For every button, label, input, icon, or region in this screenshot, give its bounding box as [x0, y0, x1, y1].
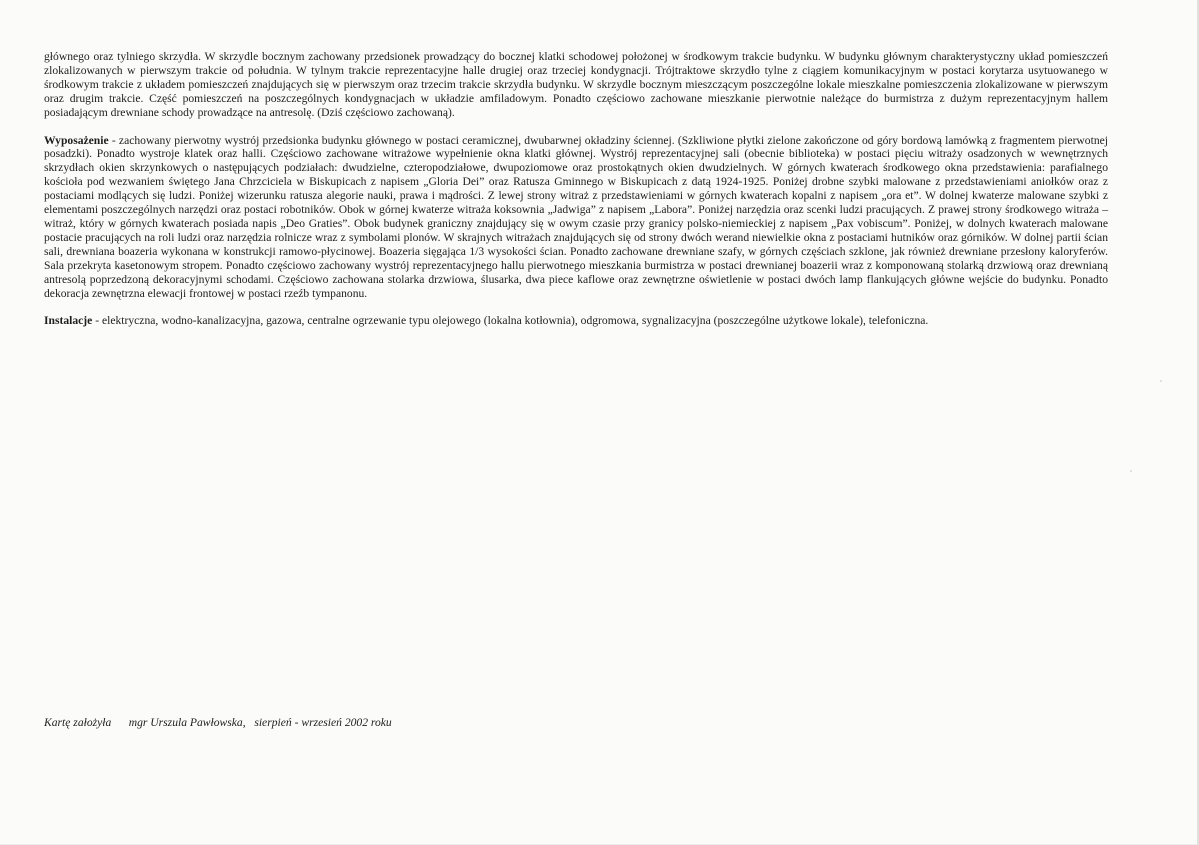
footer-author: mgr Urszula Pawłowska, [128, 716, 246, 729]
footer-date: sierpień - wrzesień 2002 roku [254, 716, 392, 729]
paragraph-layout-text: głównego oraz tylniego skrzydła. W skrzydle bocznym zachowany przedsionek prowadzący do bocznej klatki schodowej położonej w środkowym trakcie budynku. W budynku głównym charakterystyczny układ pomieszczeń zlokalizowanych w pierwszym trakcie od południa. W tylnym trakcie reprezentacyjne halle drugiej oraz trzeciej kondygnacji. Trójtraktowe skrzydło tylne z ciągiem komunikacyjnym w postaci korytarza usytuowanego w środkowym trakcie z układem pomieszczeń znajdujących się w pierwszym oraz trzecim trakcie skrzydła budynku. W skrzydle bocznym mieszczącym poszczególne lokale mieszkalne pomieszczenia zlokalizowane w pierwszym oraz drugim trakcie. Część pomieszczeń na poszczególnych kondygnacjach w układzie amfiladowym. Ponadto częściowo zachowane mieszkanie pierwotnie należące do burmistrza z dużym reprezentacyjnym hallem posiadającym drewniane schody prowadzące na antresolę. (Dziś częściowo zachowaną). [44, 50, 1108, 119]
paragraph-equipment [44, 134, 1108, 301]
paragraph-layout [44, 50, 1108, 120]
document-footer [44, 716, 392, 729]
installations-heading: Instalacje [44, 314, 93, 328]
equipment-heading: Wyposażenie [44, 133, 109, 147]
document-body [44, 50, 1108, 342]
equipment-text: - zachowany pierwotny wystrój przedsionka budynku głównego w postaci ceramicznej, dwubarwnej okładziny ściennej. (Szkliwione płytki zielone zakończone od góry bordową lamówką z fragmentem pierwotnej posadzki). Ponadto wystroje klatek oraz halli. Częściowo zachowane witrażowe wypełnienie okna klatki głównej. Wystrój reprezentacyjnej sali (obecnie biblioteka) w postaci pięciu witraży osadzonych w wewnętrznych skrzydłach okien skrzynkowych o następujących podziałach: dwudzielne, czteropodziałowe, dwupoziomowe oraz prostokątnych okien dwudzielnych. W górnych kwaterach środkowego okna przedstawienia: parafialnego kościoła pod wezwaniem świętego Jana Chrzciciela w Biskupicach z napisem „Gloria Dei” oraz Ratusza Gminnego w Biskupicach z datą 1924-1925. Poniżej drobne szybki malowane z przedstawieniami aniołków oraz z postaciami modlących się ludzi. Poniżej wizerunku ratusza alegorie nauki, prawa i mądrości. Z lewej strony witraż z przedstawieniami w górnych kwaterach kopalni z napisem „ora et”. W dolnej kwaterze malowane szybki z elementami poszczególnych narzędzi oraz postaci robotników. Obok w górnej kwaterze witraża koksownia „Jadwiga” z napisem „Labora”. Poniżej narzędzia oraz scenki ludzi pracujących. Z prawej strony środkowego witraża – witraż, który w górnych kwaterach posiada napis „Deo Graties”. Obok budynek graniczny znajdujący się w owym czasie przy granicy polsko-niemieckiej z napisem „Pax vobiscum”. Poniżej, w dolnych kwaterach malowane postacie pracujących na roli ludzi oraz narzędzia rolnicze wraz z symbolami plonów. W skrajnych witrażach znajdujących się od strony dwóch werand niewielkie okna z postaciami hutników oraz górników. W dolnej partii ścian sali, drewniana boazeria wykonana w konstrukcji ramowo-płycinowej. Boazeria sięgająca 1/3 wysokości ścian. Ponadto zachowane drewniane szafy, w górnych częściach szklone, jak również drewniane przesłony kaloryferów. Sala przekryta kasetonowym stropem. Ponadto częściowo zachowany wystrój reprezentacyjnego hallu pierwotnego mieszkania burmistrza w postaci drewnianej boazerii wraz z komponowaną stolarką drzwiową oraz drewnianą antresolą poprzedzoną dekoracyjnymi schodami. Częściowo zachowana stolarka drzwiowa, ślusarka, dwa piece kaflowe oraz zewnętrzne oświetlenie w postaci dwóch lamp flankujących główne wejście do budynku. Ponadto dekoracja zewnętrzna elewacji frontowej w postaci rzeźb tympanonu. [44, 133, 1108, 300]
footer-label: Kartę założyła [44, 716, 112, 729]
scan-speck [1130, 470, 1132, 472]
paragraph-installations [44, 314, 1108, 328]
installations-text: - elektryczna, wodno-kanalizacyjna, gazowa, centralne ogrzewanie typu olejowego (lokalna kotłownia), odgromowa, sygnalizacyjna (poszczególne użytkowe lokale), telefoniczna. [92, 314, 929, 328]
scan-speck [1160, 380, 1162, 382]
